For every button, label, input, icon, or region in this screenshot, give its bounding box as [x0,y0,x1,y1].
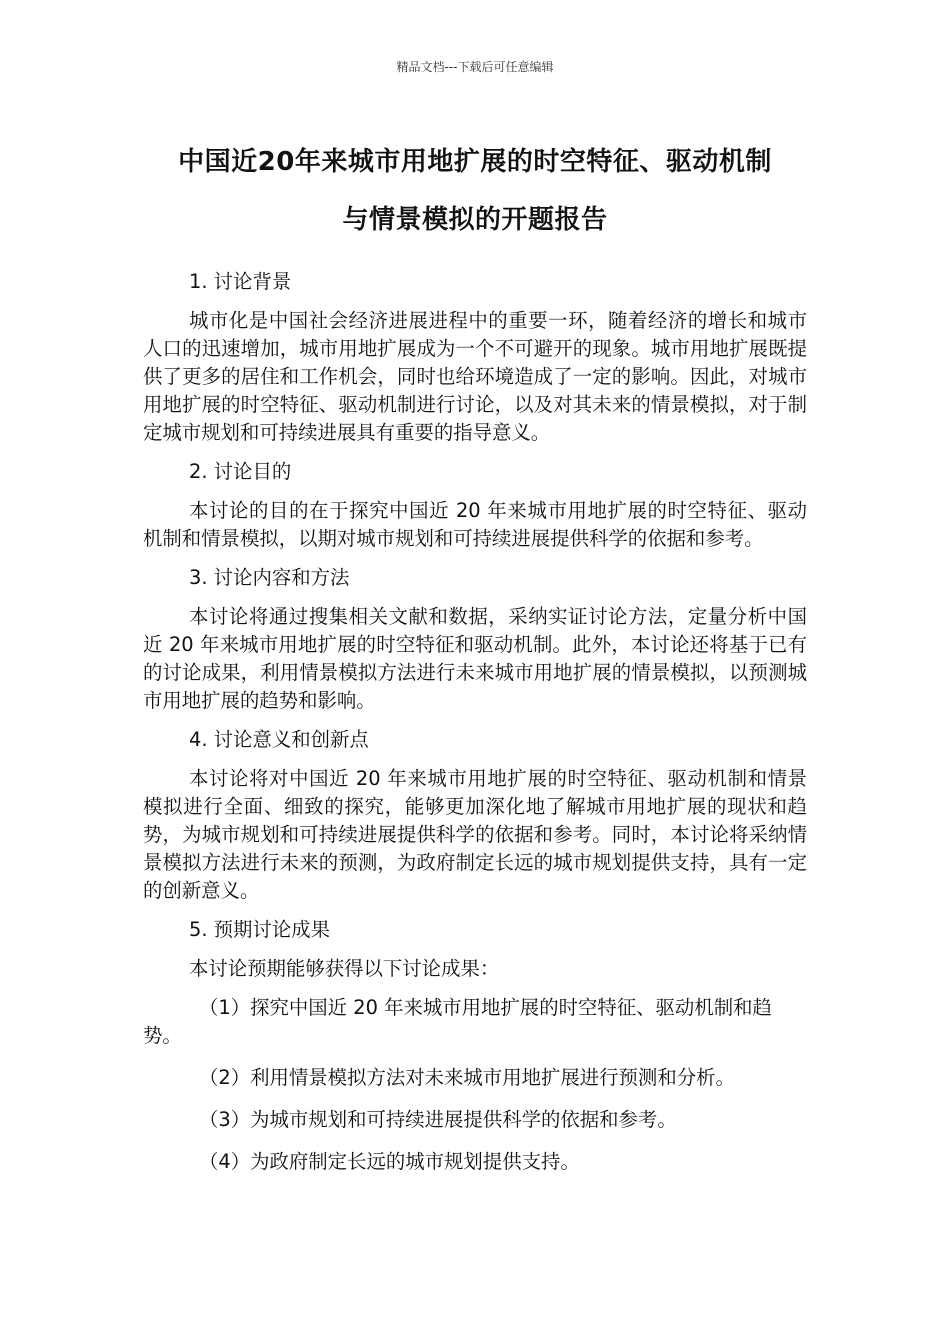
section-text-significance: 本讨论将对中国近 20 年来城市用地扩展的时空特征、驱动机制和情景模拟进行全面、细致的探究，能够更加深化地了解城市用地扩展的现状和趋势，为城市规划和可持续进展提供科学的依据和参考。同时，本讨论将采纳情景模拟方法进行未来的预测，为政府制定长远的城市规划提供支持，具有一定的创新意义。 [143,767,807,902]
header-note: 精品文档---下载后可任意编辑 [396,60,554,74]
result-item-2: （2）利用情景模拟方法对未来城市用地扩展进行预测和分析。 [199,1066,735,1089]
section-text-purpose: 本讨论的目的在于探究中国近 20 年来城市用地扩展的时空特征、驱动机制和情景模拟，以期对城市规划和可持续进展提供科学的依据和参考。 [143,499,807,550]
section-text-methods: 本讨论将通过搜集相关文献和数据，采纳实证讨论方法，定量分析中国近 20 年来城市用地扩展的时空特征和驱动机制。此外，本讨论还将基于已有的讨论成果，利用情景模拟方法进行未来城市用地扩展的情景模拟，以预测城市用地扩展的趋势和影响。 [143,605,807,712]
result-item-4: （4）为政府制定长远的城市规划提供支持。 [199,1150,580,1173]
document-title [120,133,830,249]
title-line-1: 中国近20年来城市用地扩展的时空特征、驱动机制 [178,147,772,177]
section-heading-purpose: 2. 讨论目的 [189,460,292,483]
result-item-1: （1）探究中国近 20 年来城市用地扩展的时空特征、驱动机制和趋势。 [143,996,772,1047]
section-text-expected-results: 本讨论预期能够获得以下讨论成果： [189,957,500,980]
title-line-2: 与情景模拟的开题报告 [342,205,608,235]
section-heading-significance: 4. 讨论意义和创新点 [189,728,369,751]
section-heading-background: 1. 讨论背景 [189,270,292,293]
result-item-3: （3）为城市规划和可持续进展提供科学的依据和参考。 [199,1108,677,1131]
section-heading-expected-results: 5. 预期讨论成果 [189,918,331,941]
document-body [143,268,807,1190]
section-text-background: 城市化是中国社会经济进展进程中的重要一环，随着经济的增长和城市人口的迅速增加，城市用地扩展成为一个不可避开的现象。城市用地扩展既提供了更多的居住和工作机会，同时也给环境造成了一定的影响。因此，对城市用地扩展的时空特征、驱动机制进行讨论，以及对其未来的情景模拟，对于制定城市规划和可持续进展具有重要的指导意义。 [143,309,807,444]
section-heading-methods: 3. 讨论内容和方法 [189,566,350,589]
